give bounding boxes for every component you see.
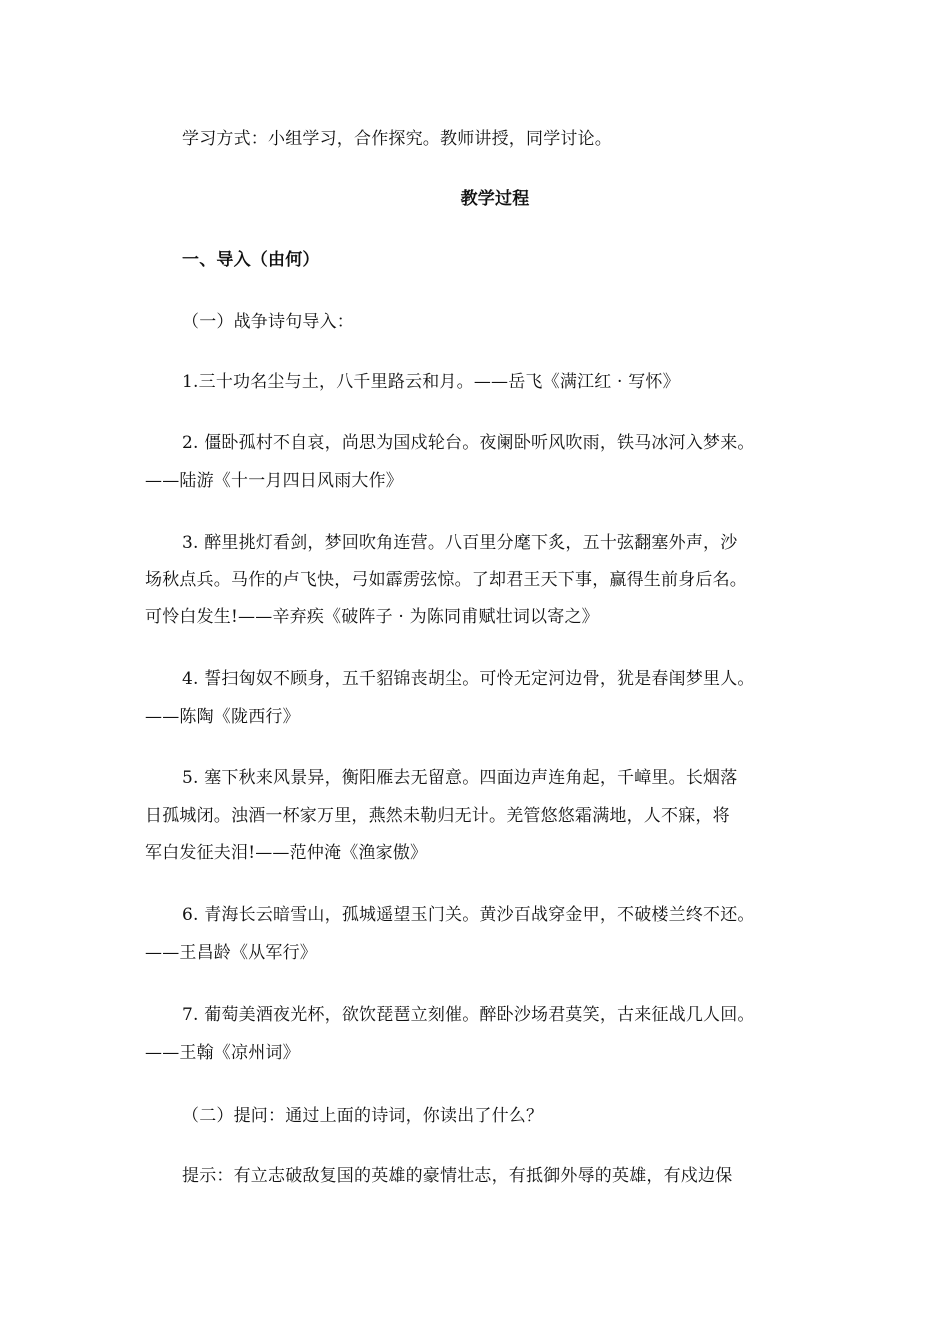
sub2-heading: （二）提问：通过上面的诗词，你读出了什么？	[182, 1106, 544, 1126]
section-title: 教学过程	[460, 189, 530, 209]
poem-3-line-3: 可怜白发生!——辛弃疾《破阵子 · 为陈同甫赋壮词以寄之》	[145, 607, 599, 627]
hint-text: 提示：有立志破敌复国的英雄的豪情壮志，有抵御外辱的英雄，有戍边保	[182, 1166, 733, 1186]
poem-7-line-1: 7. 葡萄美酒夜光杯，欲饮琵琶立刻催。醉卧沙场君莫笑，古来征战几人回。	[182, 1005, 755, 1025]
poem-5-line-1: 5. 塞下秋来风景异，衡阳雁去无留意。四面边声连角起，千嶂里。长烟落	[182, 768, 738, 788]
learning-method-text: 学习方式：小组学习，合作探究。教师讲授，同学讨论。	[182, 129, 612, 149]
poem-1-line-1: 1.三十功名尘与土，八千里路云和月。——岳飞《满江红 · 写怀》	[182, 372, 680, 392]
poem-5-line-2: 日孤城闭。浊酒一杯家万里，燕然未勒归无计。羌管悠悠霜满地，人不寐，将	[145, 806, 730, 826]
poem-4-line-1: 4. 誓扫匈奴不顾身，五千貂锦丧胡尘。可怜无定河边骨，犹是春闺梦里人。	[182, 669, 755, 689]
part1-heading: 一、导入（由何）	[182, 250, 320, 270]
poem-4-line-2: ——陈陶《陇西行》	[145, 707, 300, 727]
poem-6-line-2: ——王昌龄《从军行》	[145, 943, 317, 963]
poem-3-line-2: 场秋点兵。马作的卢飞快，弓如霹雳弦惊。了却君王天下事，赢得生前身后名。	[145, 570, 747, 590]
poem-2-line-2: ——陆游《十一月四日风雨大作》	[145, 471, 403, 491]
poem-2-line-1: 2. 僵卧孤村不自哀，尚思为国戍轮台。夜阑卧听风吹雨，铁马冰河入梦来。	[182, 433, 755, 453]
poem-6-line-1: 6. 青海长云暗雪山，孤城遥望玉门关。黄沙百战穿金甲，不破楼兰终不还。	[182, 905, 755, 925]
poem-3-line-1: 3. 醉里挑灯看剑，梦回吹角连营。八百里分麾下炙，五十弦翻塞外声，沙	[182, 533, 738, 553]
poem-7-line-2: ——王翰《凉州词》	[145, 1043, 300, 1063]
poem-5-line-3: 军白发征夫泪!——范仲淹《渔家傲》	[145, 843, 428, 863]
sub1-heading: （一）战争诗句导入：	[182, 312, 354, 332]
